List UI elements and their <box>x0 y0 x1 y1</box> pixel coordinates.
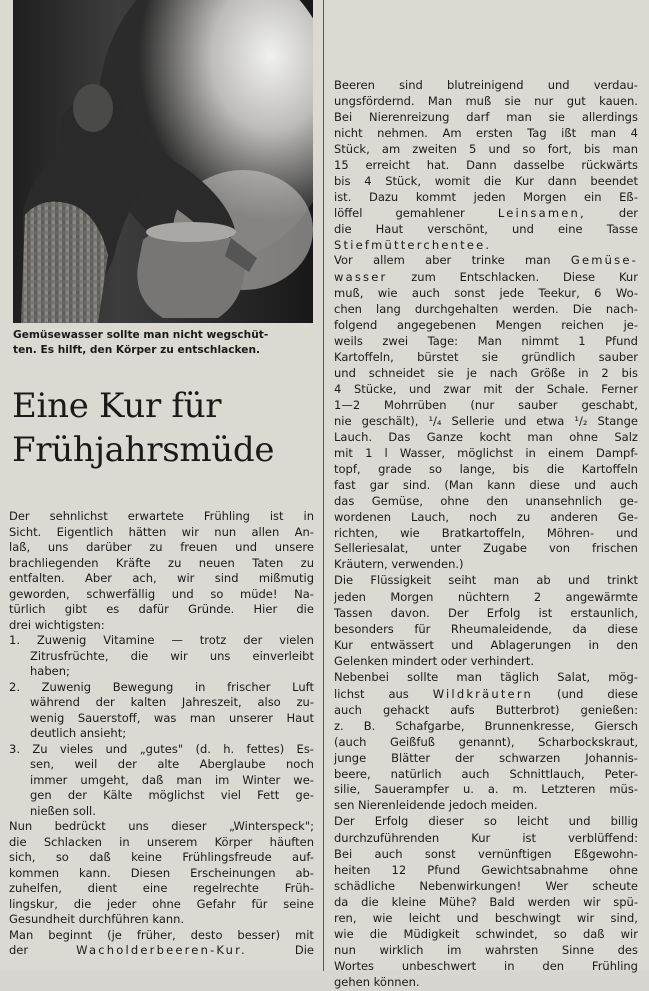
text-line: silie, Sauerampfer u. a. m. Letzteren müs- <box>334 782 638 797</box>
text-line: gen der Kälte möglichst viel Fett ge- <box>30 788 314 803</box>
text-line: Sicht. Eigentlich hätten wir nun allen An- <box>9 524 314 539</box>
text-line: deutlich ansieht; <box>30 726 127 741</box>
text-line: der Wacholderbeeren-Kur. Die <box>9 943 314 958</box>
text-line: bis 4 Stück, womit die Kur dann beendet <box>334 173 638 188</box>
text-line: 2. Zuwenig Bewegung in frischer Luft <box>9 679 314 694</box>
text-line: wasser zum Entschlacken. Diese Kur <box>334 270 638 285</box>
text-line: chen lang durchgehalten werden. Die nach- <box>334 302 638 317</box>
text-line: sen, weil der alte Aberglaube noch <box>30 757 314 772</box>
text-line: fast gar sind. (Man kann diese und auch <box>334 477 638 492</box>
text-line: Der Erfolg dieser so leicht und billig <box>334 814 638 829</box>
text-line: löffel gemahlener Leinsamen, der <box>334 205 638 220</box>
text-line: Bei Nierenreizung darf man sie allerdings <box>334 109 638 124</box>
text-line: nie geschält), ¹/₄ Sellerie und etwa ¹/₂ Stange <box>334 413 638 428</box>
text-line: z. B. Schafgarbe, Brunnenkresse, Giersch <box>334 718 638 733</box>
text-line: Stiefmütterchentee. <box>334 237 492 252</box>
text-line: Gelenken mindert oder verhindert. <box>334 654 535 668</box>
text-line: Kartoffeln, bürstet sie gründlich sauber <box>334 350 638 365</box>
article-body-left-column <box>9 509 314 959</box>
caption-line: Gemüsewasser sollte man nicht wegschüt- <box>13 329 269 341</box>
text-line: Gesundheit durchführen kann. <box>9 912 185 927</box>
text-line: (auch Geißfuß genannt), Scharbockskraut, <box>334 734 638 749</box>
text-line: während der kalten Jahreszeit, also zu- <box>30 695 314 710</box>
text-line: Zitrusfrüchte, die wir uns einverleibt <box>30 648 314 663</box>
text-line: schädliche Nebenwirkungen! Wer scheute <box>334 879 638 894</box>
text-line: topf, grade so lange, bis die Kartoffeln <box>334 461 638 476</box>
text-line: Lauch. Das Ganze kocht man ohne Salz <box>334 429 638 444</box>
text-line: ist. Dazu kommt jeden Morgen ein Eß- <box>334 189 638 204</box>
text-line: immer umgeht, daß man im Winter we- <box>30 772 314 787</box>
text-line: 1. Zuwenig Vitamine — trotz der vielen <box>9 633 314 648</box>
text-line: 3. Zu vieles und „gutes" (d. h. fettes) Es- <box>9 741 314 756</box>
text-line: nicht nehmen. Am ersten Tag ißt man 4 <box>334 125 638 140</box>
caption-line: ten. Es hilft, den Körper zu entschlacken. <box>13 344 261 356</box>
text-line: drei wichtigsten: <box>9 617 105 632</box>
text-line: Nebenbei sollte man täglich Salat, mög- <box>334 669 638 684</box>
text-line: haben; <box>30 664 70 679</box>
article-headline <box>12 384 317 472</box>
text-line: ungsfördernd. Man muß sie nur gut kauen. <box>334 93 638 108</box>
text-line: Selleriesalat, unter Zugabe von frischen <box>334 541 638 556</box>
headline-line: Eine Kur für <box>12 386 222 426</box>
text-line: richten, wie Bratkartoffeln, Möhren- und <box>334 525 638 540</box>
text-line: Kur entwässert und Ablagerungen in den <box>334 638 638 653</box>
text-line: gehen können. <box>334 974 420 989</box>
text-line: die Schlacken in unserem Körper häuften <box>9 834 314 849</box>
text-line: durchzuführenden Kur ist verblüffend: <box>334 831 638 846</box>
text-line: Kräutern, verwenden.) <box>334 557 464 572</box>
text-line: auch gehackt aufs Butterbrot) genießen: <box>334 702 638 717</box>
text-line: weils zwei Tage: Man nimmt 1 Pfund <box>334 334 638 349</box>
article-body-right-column <box>334 78 638 991</box>
text-line: Die Flüssigkeit seiht man ab und trinkt <box>334 573 638 588</box>
text-line: heiten 12 Pfund Gewichtsabnahme ohne <box>334 863 638 878</box>
text-line: Der sehnlichst erwartete Frühling ist in <box>9 509 314 523</box>
text-line: laß, uns darüber zu freuen und unsere <box>9 540 314 555</box>
text-line: besonders für Rheumaleidende, da diese <box>334 622 638 637</box>
text-line: wordenen Lauch, noch zu anderen Ge- <box>334 509 638 524</box>
text-line: sen Nierenleidende jedoch meiden. <box>334 798 538 813</box>
photo-caption <box>13 328 313 358</box>
text-line: 4 Stücke, und zwar mit der Schale. Ferner <box>334 381 638 396</box>
text-line: das Gemüse, ohne den unansehnlich ge- <box>334 493 638 508</box>
text-line: 1—2 Mohrrüben (nur sauber geschabt, <box>334 397 638 412</box>
text-line: Wortes unbeschwert in den Frühling <box>334 958 638 973</box>
text-line: muß, wie auch sonst jede Teekur, 6 Wo- <box>334 286 638 301</box>
text-line: lichst aus Wildkräutern (und diese <box>334 686 638 701</box>
text-line: entfalten. Aber ach, wir sind mißmutig <box>9 571 314 586</box>
text-line: lingskur, die jeder ohne Gefahr für seine <box>9 896 314 911</box>
text-line: Vor allem aber trinke man Gemüse- <box>334 253 638 268</box>
column-divider <box>323 0 324 971</box>
text-line: Bei auch sonst vernünftigen Eßgewohn- <box>334 847 638 862</box>
text-line: da die kleine Mühe? Bald werden wir spü- <box>334 894 638 909</box>
text-line: ren, wie leicht und beschwingt wir sind, <box>334 910 638 925</box>
text-line: zuhelfen, dient eine regelrechte Früh- <box>9 881 314 896</box>
text-line: die Haut verschönt, und eine Tasse <box>334 221 638 236</box>
text-line: wie die Müdigkeit schwindet, so daß wir <box>334 926 638 941</box>
text-line: mit 1 l Wasser, möglichst in einem Dampf- <box>334 445 638 460</box>
article-photo <box>13 0 313 323</box>
text-line: wenig Sauerstoff, was man unserer Haut <box>30 710 314 725</box>
text-line: 15 erreicht hat. Dann dasselbe rückwärts <box>334 157 638 172</box>
text-line: nun wirklich im wahrsten Sinne des <box>334 942 638 957</box>
text-line: Stück, am zweiten 5 und so fort, bis man <box>334 141 638 156</box>
text-line: sich, so daß keine Frühlingsfreude auf- <box>9 850 314 865</box>
text-line: kommen kann. Diesen Erscheinungen ab- <box>9 865 314 880</box>
text-line: beere, natürlich auch Schnittlauch, Peter- <box>334 766 638 781</box>
text-line: nießen soll. <box>30 803 96 818</box>
text-line: folgend angegebenen Mengen reichen je- <box>334 318 638 333</box>
text-line: und schneidet sie je nach Größe in 2 bis <box>334 366 638 380</box>
text-line: brachliegenden Kräfte zu neuen Taten zu <box>9 555 314 570</box>
text-line: Tassen davon. Der Erfolg ist erstaunlich, <box>334 606 638 621</box>
text-line: türlich gibt es dafür Gründe. Hier die <box>9 602 314 617</box>
text-line: Beeren sind blutreinigend und verdau- <box>334 78 638 92</box>
headline-line: Frühjahrsmüde <box>12 430 275 470</box>
text-line: jeden Morgen nüchtern 2 angewärmte <box>334 590 638 605</box>
text-line: Nun bedrückt uns dieser „Winterspeck"; <box>9 819 314 834</box>
text-line: junge Blätter der schwarzen Johannis- <box>334 750 638 765</box>
text-line: Man beginnt (je früher, desto besser) mit <box>9 927 314 942</box>
text-line: geworden, schwerfällig und so müde! Na- <box>9 586 314 601</box>
